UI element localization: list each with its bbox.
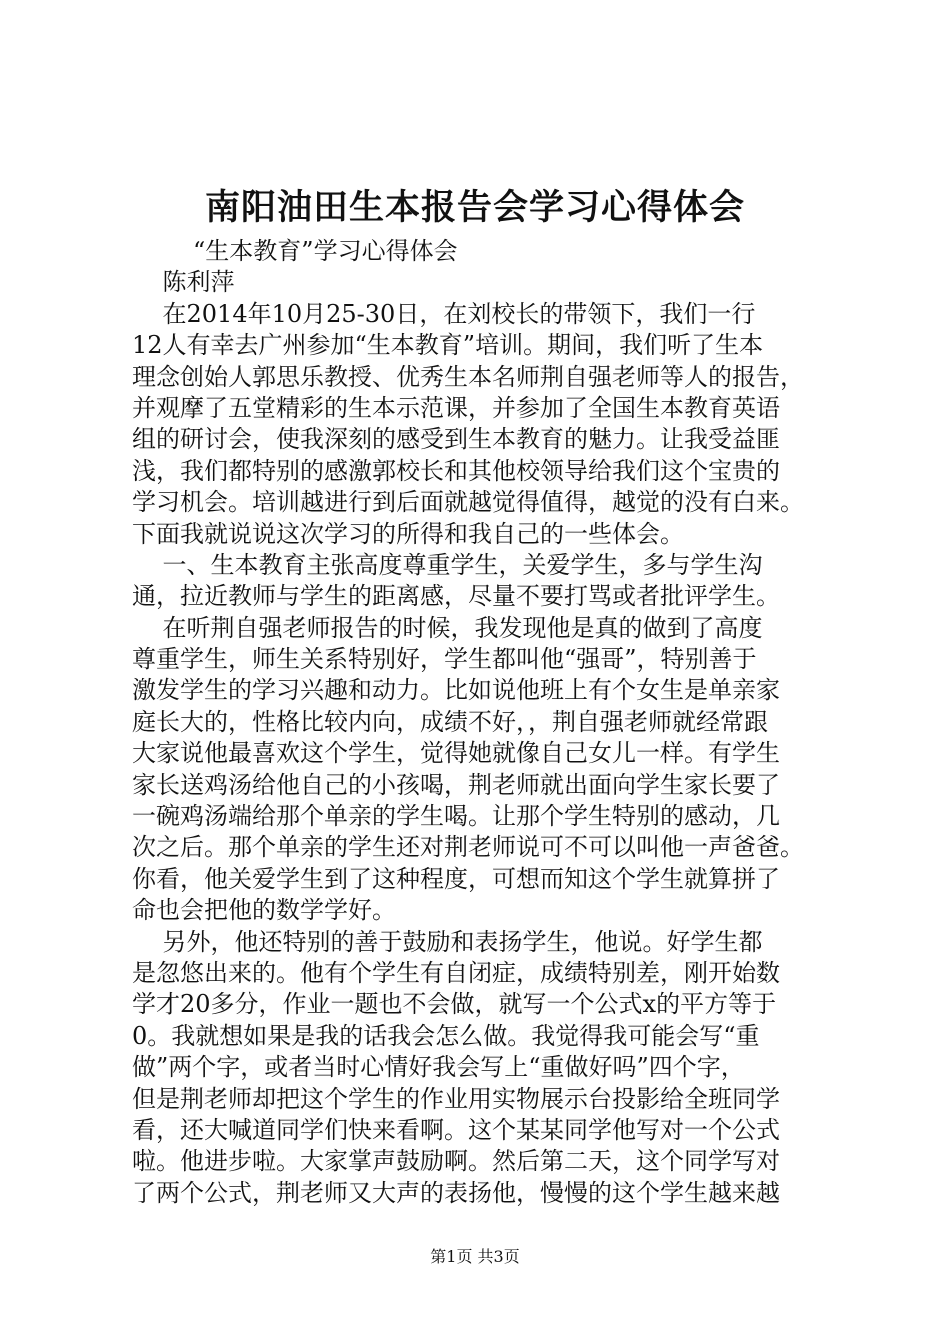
text-line: 并观摩了五堂精彩的生本示范课，并参加了全国生本教育英语 <box>132 393 780 422</box>
document-title: 南阳油田生本报告会学习心得体会 <box>204 188 745 228</box>
text-line: 在听荆自强老师报告的时候，我发现他是真的做到了高度 <box>132 613 763 642</box>
text-line: 激发学生的学习兴趣和动力。比如说他班上有个女生是单亲家 <box>132 676 780 705</box>
text-line: 一、生本教育主张高度尊重学生，关爱学生，多与学生沟 <box>132 550 763 579</box>
text-line: 啦。他进步啦。大家掌声鼓励啊。然后第二天，这个同学写对 <box>132 1147 780 1176</box>
text-line: 次之后。那个单亲的学生还对荆老师说可不可以叫他一声爸爸。 <box>132 833 804 862</box>
text-line: 在2014年10月25-30日，在刘校长的带领下，我们一行 <box>132 299 756 328</box>
text-line: 家长送鸡汤给他自己的小孩喝，荆老师就出面向学生家长要了 <box>132 770 780 799</box>
text-line: 12人有幸去广州参加“生本教育”培训。期间，我们听了生本 <box>132 331 764 360</box>
text-line: 浅，我们都特别的感激郭校长和其他校领导给我们这个宝贵的 <box>132 456 780 485</box>
text-line: 大家说他最喜欢这个学生，觉得她就像自己女儿一样。有学生 <box>132 739 780 768</box>
text-line: 尊重学生，师生关系特别好，学生都叫他“强哥”，特别善于 <box>132 645 757 674</box>
text-line: 学习机会。培训越进行到后面就越觉得值得，越觉的没有白来。 <box>132 488 804 517</box>
text-line: 是忽悠出来的。他有个学生有自闭症，成绩特别差，刚开始数 <box>132 958 780 987</box>
text-line: 一碗鸡汤端给那个单亲的学生喝。让那个学生特别的感动，几 <box>132 802 780 831</box>
text-line: 命也会把他的数学学好。 <box>132 896 396 925</box>
text-line: 庭长大的，性格比较内向，成绩不好，，荆自强老师就经常跟 <box>132 707 768 736</box>
text-line: 看，还大喊道同学们快来看啊。这个某某同学他写对一个公式 <box>132 1115 780 1144</box>
text-line: 但是荆老师却把这个学生的作业用实物展示台投影给全班同学 <box>132 1084 780 1113</box>
document-body <box>132 236 832 1209</box>
text-line: 通，拉近教师与学生的距离感，尽量不要打骂或者批评学生。 <box>132 582 780 611</box>
text-line: 了两个公式，荆老师又大声的表扬他，慢慢的这个学生越来越 <box>132 1178 780 1207</box>
text-line: 下面我就说说这次学习的所得和我自己的一些体会。 <box>132 519 684 548</box>
text-line: 陈利萍 <box>132 268 235 297</box>
text-line: 做”两个字，或者当时心情好我会写上“重做好吗”四个字， <box>132 1053 745 1082</box>
text-line: “生本教育”学习心得体会 <box>132 237 458 265</box>
text-line: 0。我就想如果是我的话我会怎么做。我觉得我可能会写“重 <box>132 1021 760 1050</box>
text-line: 组的研讨会，使我深刻的感受到生本教育的魅力。让我受益匪 <box>132 425 780 454</box>
text-line: 理念创始人郭思乐教授、优秀生本名师荆自强老师等人的报告， <box>132 362 804 391</box>
text-line: 另外，他还特别的善于鼓励和表扬学生，他说。好学生都 <box>132 927 763 956</box>
page-footer: 第1页 共3页 <box>430 1247 520 1266</box>
text-line: 你看，他关爱学生到了这种程度，可想而知这个学生就算拼了 <box>132 864 780 893</box>
text-line: 学才20多分，作业一题也不会做，就写一个公式x的平方等于 <box>132 990 777 1019</box>
